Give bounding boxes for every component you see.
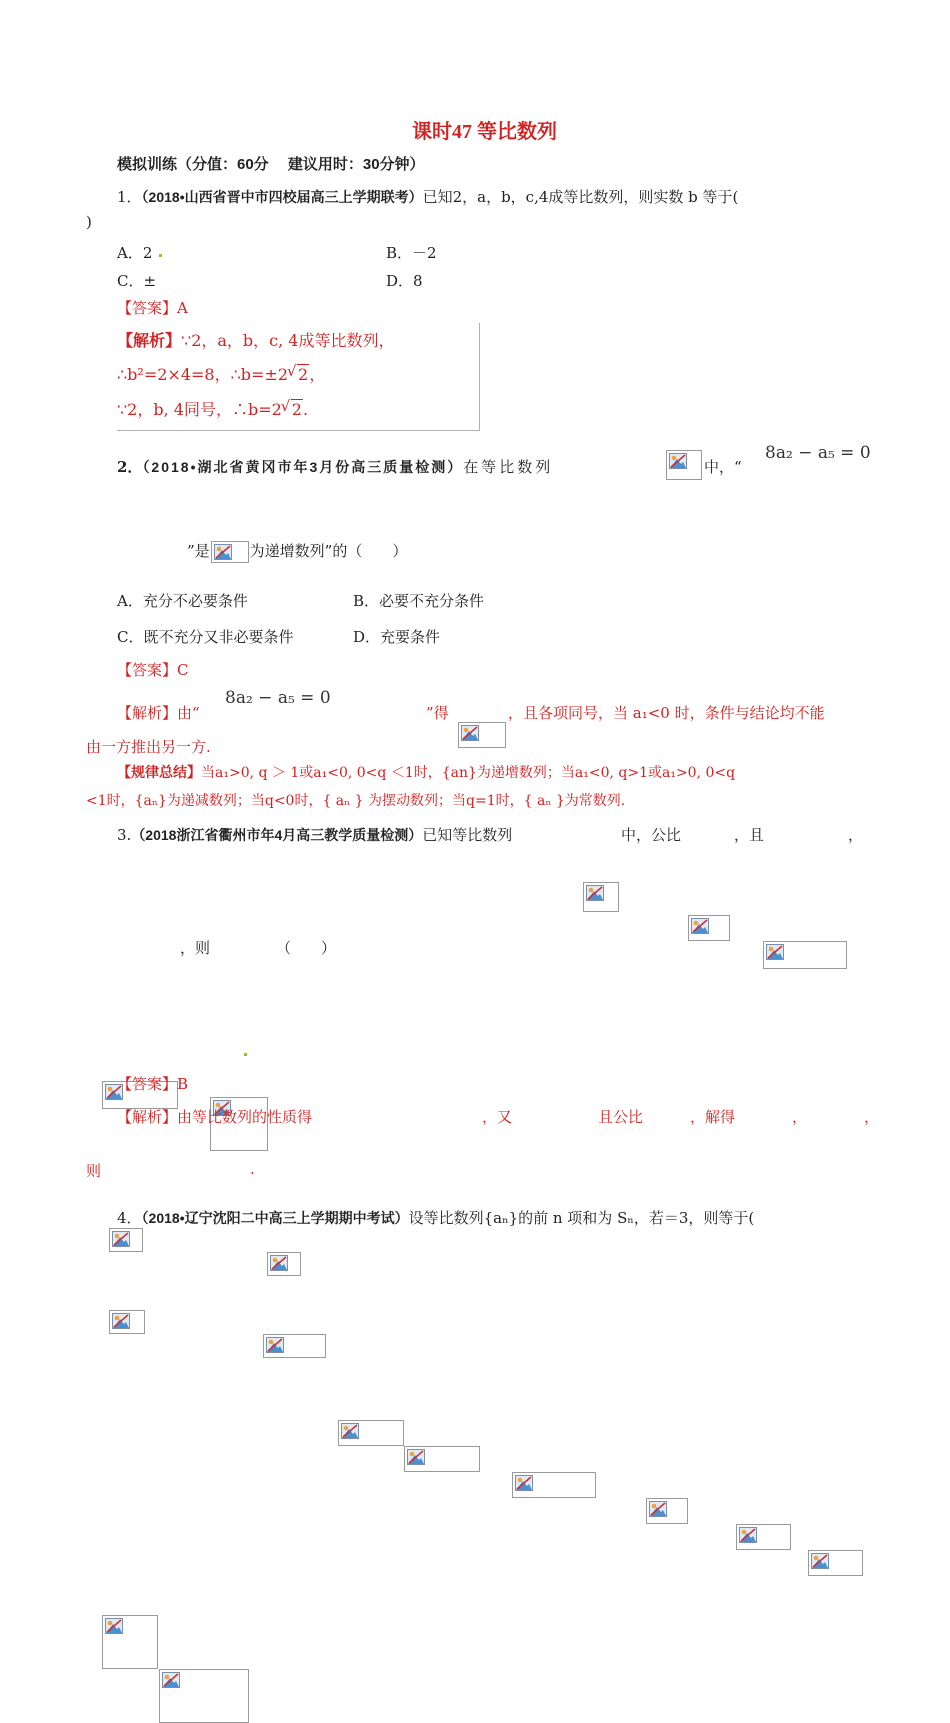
analysis-text: ， xyxy=(864,1108,880,1126)
option-a: A．2 xyxy=(117,244,153,262)
broken-image-icon xyxy=(341,1423,359,1439)
formula-image xyxy=(736,1524,791,1550)
option-c: C．± xyxy=(117,272,157,290)
summary-line2: <1时，{aₙ}为递减数列；当q<0时，{ aₙ } 为摆动数列；当q=1时，{ aₙ }为常数列. xyxy=(86,793,626,809)
formula-image xyxy=(211,541,249,563)
option-c: C．既不充分又非必要条件 xyxy=(117,628,294,646)
formula-text: 8a₂ − a₅ = 0 xyxy=(765,443,871,463)
formula-text: 8a₂ − a₅ = 0 xyxy=(225,688,331,708)
analysis-text: 由“ xyxy=(177,704,200,722)
broken-image-icon xyxy=(766,944,784,960)
answer-1: 【答案】A xyxy=(117,299,188,317)
question-text: （ ） xyxy=(276,939,337,957)
summary-label: 【规律总结】 xyxy=(117,765,201,781)
question-1-stem-end: ) xyxy=(86,213,92,231)
analysis-text: . xyxy=(250,1160,255,1178)
option-c-image xyxy=(109,1310,145,1334)
question-text: 设等比数列{aₙ}的前 n 项和为 Sₙ，若＝3，则等于( xyxy=(408,1209,755,1227)
formula-image xyxy=(583,882,619,912)
question-1-stem xyxy=(117,186,738,207)
broken-image-icon xyxy=(407,1449,425,1465)
option-d: D．充要条件 xyxy=(353,628,441,646)
formula-image xyxy=(808,1550,863,1576)
analysis-label: 【解析】 xyxy=(117,1108,178,1126)
section-header: 模拟训练（分值：60分 建议用时：30分钟） xyxy=(117,156,425,173)
analysis-text: ∵2，b, 4同号，∴b=2 xyxy=(117,400,282,419)
question-text: 中，公比 xyxy=(621,826,682,844)
broken-image-icon xyxy=(105,1618,123,1634)
broken-image-icon xyxy=(669,453,687,469)
analysis-text: 且公比 xyxy=(598,1108,644,1126)
analysis-label: 【解析】 xyxy=(117,704,178,722)
broken-image-icon xyxy=(270,1255,288,1271)
analysis-2-line2: 由一方推出另一方. xyxy=(86,738,211,756)
analysis-text: ∵2，a，b，c, 4成等比数列， xyxy=(181,331,395,350)
option-b-image xyxy=(267,1252,301,1276)
question-text: 为递增数列”的（ ） xyxy=(249,542,408,560)
analysis-text: ，解得 xyxy=(690,1108,736,1126)
sqrt-symbol xyxy=(282,400,303,419)
option-a: A．充分不必要条件 xyxy=(117,592,248,610)
broken-image-icon xyxy=(162,1672,180,1688)
broken-image-icon xyxy=(515,1475,533,1491)
question-number: 4． xyxy=(117,1209,142,1227)
analysis-text: . xyxy=(302,400,309,419)
answer-3: 【答案】B xyxy=(117,1075,189,1093)
page-title: 课时47 等比数列 xyxy=(412,121,557,143)
question-text: 在等比数列 xyxy=(463,458,554,476)
sqrt-value: 2 xyxy=(291,400,302,419)
question-text: 已知2，a，b，c,4成等比数列，则实数 b 等于( xyxy=(422,188,739,206)
analysis-text: ，又 xyxy=(482,1108,513,1126)
option-a-image xyxy=(109,1228,143,1252)
formula-image xyxy=(646,1498,688,1524)
question-text: ， xyxy=(848,826,864,844)
analysis-1-line3 xyxy=(117,397,308,420)
formula-image xyxy=(666,450,702,480)
analysis-3-start xyxy=(117,1106,312,1127)
analysis-text: 则 xyxy=(86,1162,102,1180)
analysis-text: 由等比数列的性质得 xyxy=(177,1108,313,1126)
decorative-dot xyxy=(244,1053,247,1056)
question-3-stem xyxy=(117,824,512,845)
question-number: 2． xyxy=(117,458,143,476)
summary-line1 xyxy=(117,762,735,782)
question-source: （2018•湖北省黄冈市年3月份高三质量检测） xyxy=(142,459,464,475)
analysis-label: 【解析】 xyxy=(117,331,182,350)
formula-image xyxy=(763,941,847,969)
broken-image-icon xyxy=(112,1231,130,1247)
broken-image-icon xyxy=(691,918,709,934)
option-d-image xyxy=(263,1334,326,1358)
question-source: （2018浙江省衢州市年4月高三教学质量检测） xyxy=(131,827,423,843)
sqrt-symbol xyxy=(288,365,309,384)
analysis-text: ， xyxy=(309,365,326,384)
question-number: 1． xyxy=(117,188,142,206)
question-4-stem xyxy=(117,1207,754,1228)
analysis-text: ∴b²=2×4=8，∴b=±2 xyxy=(117,365,289,384)
option-b: B．－2 xyxy=(386,244,437,262)
broken-image-icon xyxy=(112,1313,130,1329)
broken-image-icon xyxy=(811,1553,829,1569)
analysis-text: ， xyxy=(792,1108,808,1126)
question-text: ，且 xyxy=(734,826,765,844)
analysis-text: ”得 xyxy=(426,704,449,722)
answer-2: 【答案】C xyxy=(117,661,189,679)
broken-image-icon xyxy=(266,1337,284,1353)
question-text: ”是 xyxy=(187,542,210,560)
question-text: ，则 xyxy=(180,939,211,957)
analysis-1-line1 xyxy=(117,328,394,351)
option-b: B．必要不充分条件 xyxy=(353,592,485,610)
question-2-stem xyxy=(117,456,553,477)
broken-image-icon xyxy=(739,1527,757,1543)
question-text: 已知等比数列 xyxy=(422,826,513,844)
decorative-dot xyxy=(159,254,162,257)
broken-image-icon xyxy=(586,885,604,901)
question-source: （2018•辽宁沈阳二中高三上学期期中考试） xyxy=(141,1210,409,1226)
formula-image xyxy=(512,1472,596,1498)
question-2-line2 xyxy=(187,540,407,563)
analysis-1-line2 xyxy=(117,362,325,385)
formula-image xyxy=(688,915,730,941)
analysis-2-start xyxy=(117,702,200,723)
question-source: （2018•山西省晋中市四校届高三上学期联考） xyxy=(141,189,423,205)
broken-image-icon xyxy=(214,544,232,560)
broken-image-icon xyxy=(461,725,479,741)
analysis-text: ，且各项同号，当 a₁<0 时，条件与结论均不能 xyxy=(508,704,825,722)
formula-image xyxy=(458,722,506,748)
question-text: 中，“ xyxy=(704,458,742,476)
summary-text: 当a₁>0, q ＞ 1或a₁<0, 0<q ＜1时，{an}为递增数列；当a₁<0, q>1或a₁>0, 0<q xyxy=(201,765,736,781)
question-number: 3. xyxy=(117,826,132,844)
sqrt-value: 2 xyxy=(298,365,309,384)
formula-image xyxy=(102,1615,158,1669)
formula-image xyxy=(159,1669,249,1723)
formula-image xyxy=(338,1420,404,1446)
formula-image xyxy=(404,1446,480,1472)
broken-image-icon xyxy=(649,1501,667,1517)
option-d: D．8 xyxy=(386,272,423,290)
